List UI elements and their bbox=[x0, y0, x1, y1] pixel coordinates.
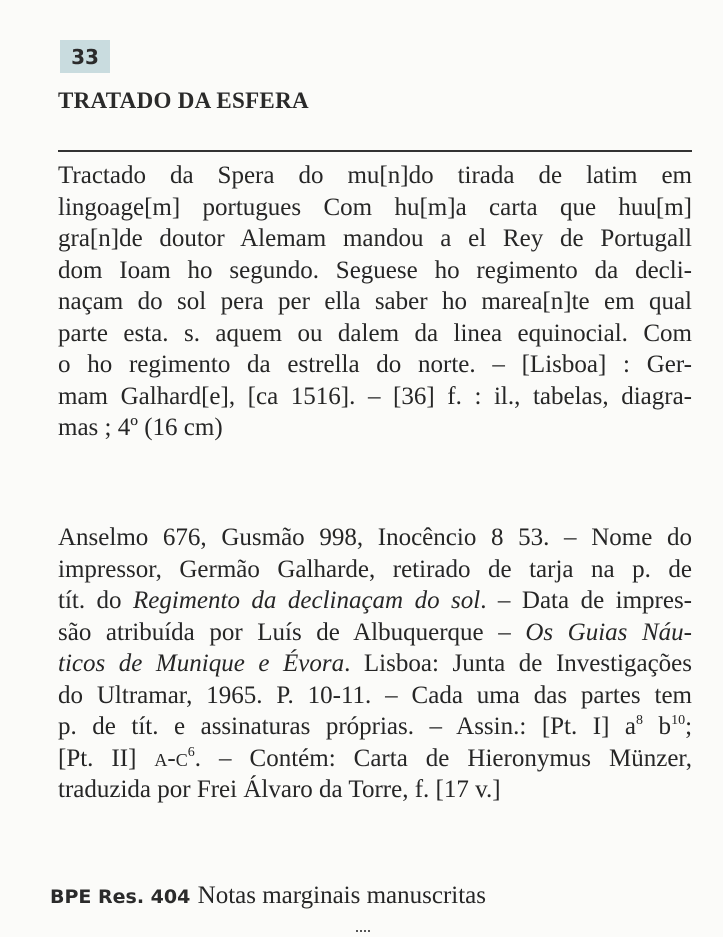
signature-superscript: 8 bbox=[636, 713, 644, 728]
description-line: o ho regimento da estrella do norte. – [Lisboa] : Ger- bbox=[58, 351, 692, 378]
notes-line: traduzida por Frei Álvaro da Torre, f. [17 v.] bbox=[58, 776, 501, 803]
notes-text: tít. do bbox=[58, 587, 134, 614]
notes-text: b bbox=[643, 713, 672, 740]
description-line: parte esta. s. aquem ou dalem da linea equinocial. Com bbox=[58, 319, 692, 347]
notes-line bbox=[58, 711, 692, 743]
page-edge-mark bbox=[356, 930, 370, 935]
notes-line: impressor, Germão Galharde, retirado de tarja na p. de bbox=[58, 555, 692, 583]
title-divider bbox=[58, 150, 692, 152]
notes-line bbox=[58, 585, 692, 617]
holding-info bbox=[50, 882, 486, 910]
cited-title: Os Guias Náu- bbox=[525, 618, 693, 646]
notes-line bbox=[58, 648, 692, 680]
notes-text: . Lisboa: Junta de Investigações bbox=[344, 650, 693, 677]
notes-line bbox=[58, 617, 692, 649]
description-line: mas ; 4º (16 cm) bbox=[58, 414, 223, 441]
notes-text: . – Data de impres- bbox=[480, 587, 692, 614]
signature-superscript: 6 bbox=[187, 744, 195, 760]
signature-superscript: 10 bbox=[671, 713, 686, 728]
description-line: lingoage[m] portugues Com hu[m]a carta que huu[m] bbox=[58, 193, 692, 221]
signature-smallcaps: a-c bbox=[154, 744, 188, 772]
notes-text: são atribuída por Luís de Albuquerque – bbox=[58, 618, 526, 646]
bibliographic-description bbox=[58, 160, 692, 444]
description-line: Tractado da Spera do mu[n]do tirada de latim em bbox=[58, 162, 692, 189]
description-line: naçam do sol pera per ella saber ho marea[n]te em qual bbox=[58, 288, 692, 315]
description-line: dom Ioam ho segundo. Seguese ho regimento da decli- bbox=[58, 256, 692, 284]
cited-title: ticos de Munique e Évora bbox=[58, 650, 345, 677]
notes-text: [Pt. II] bbox=[58, 744, 155, 772]
holding-note: Notas marginais manuscritas bbox=[197, 882, 487, 909]
bibliographic-notes bbox=[58, 522, 692, 806]
notes-line bbox=[58, 743, 692, 775]
description-line: gra[n]de doutor Alemam mandou a el Rey de Portugall bbox=[58, 225, 692, 252]
entry-number-badge: 33 bbox=[60, 40, 110, 73]
entry-title: TRATADO DA ESFERA bbox=[58, 88, 309, 113]
notes-text: . – Contém: Carta de Hieronymus Münzer, bbox=[194, 744, 692, 772]
notes-line: Anselmo 676, Gusmão 998, Inocêncio 8 53. – Nome do bbox=[58, 524, 692, 551]
notes-line: do Ultramar, 1965. P. 10-11. – Cada uma das partes tem bbox=[58, 681, 692, 709]
notes-text: p. de tít. e assinaturas próprias. – Assin.: [Pt. I] a bbox=[58, 713, 637, 740]
description-line: mam Galhard[e], [ca 1516]. – [36] f. : il., tabelas, diagra- bbox=[58, 382, 692, 410]
shelfmark: BPE Res. 404 bbox=[50, 886, 191, 908]
cited-title: Regimento da declinaçam do sol bbox=[133, 587, 481, 614]
notes-text: ; bbox=[685, 713, 693, 740]
